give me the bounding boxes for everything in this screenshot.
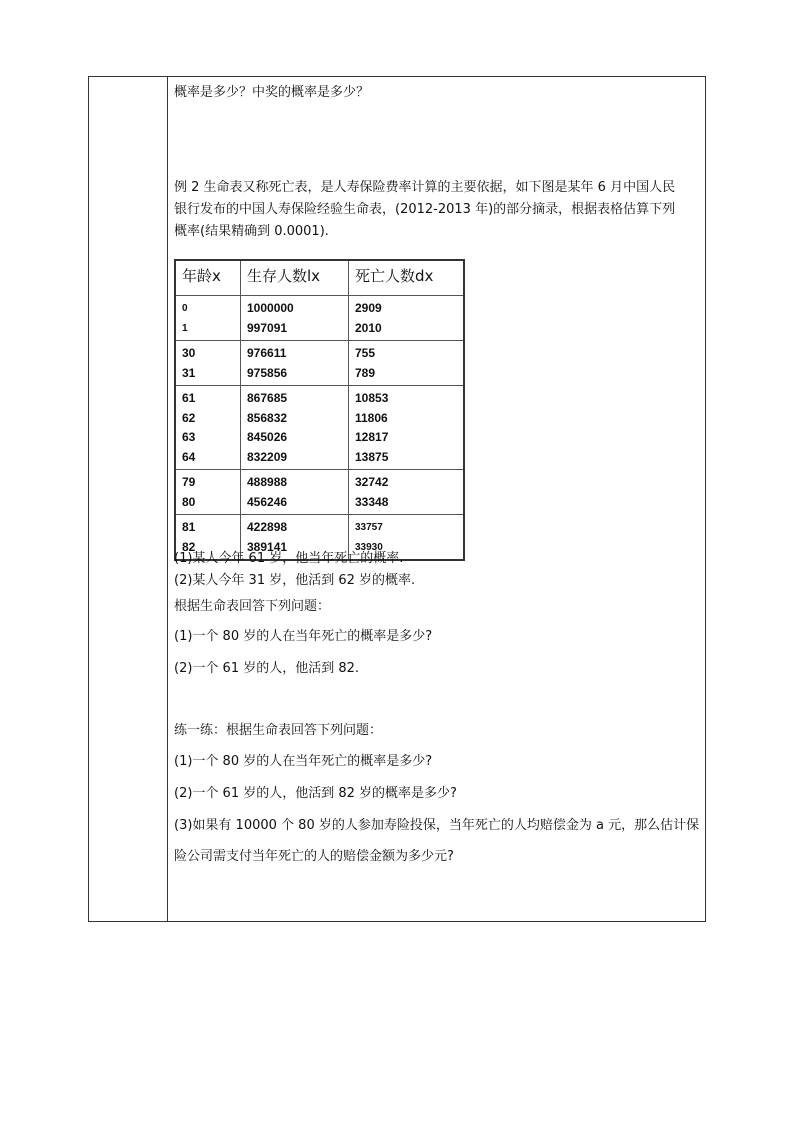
dx-cell (349, 341, 465, 386)
column-divider (167, 77, 168, 921)
age-value: 30 (182, 346, 196, 360)
life-table (174, 259, 465, 561)
header-age-label: 年龄x (182, 267, 221, 285)
example2-line1: 例 2 生命表又称死亡表，是人寿保险费率计算的主要依据，如下图是某年 6 月中国人民 (174, 180, 676, 195)
dx-value: 10853 (355, 391, 389, 405)
age-value: 64 (182, 449, 196, 464)
lx-value: 422898 (247, 520, 288, 534)
dx-cell (349, 296, 465, 341)
age-cell (175, 470, 241, 515)
dx-value: 755 (355, 346, 376, 360)
lx-value: 856832 (247, 410, 288, 425)
table-row (175, 386, 464, 470)
age-value: 62 (182, 410, 196, 425)
header-lx-label: 生存人数lx (247, 267, 321, 285)
dx-value: 33348 (355, 494, 389, 509)
dx-value: 33930 (355, 541, 383, 553)
lx-value: 488988 (247, 475, 288, 489)
header-lx (241, 260, 349, 296)
lx-cell (241, 341, 349, 386)
table-row (175, 341, 464, 386)
practice-1: (1)一个 80 岁的人在当年死亡的概率是多少? (174, 754, 433, 769)
practice-3-line2: 险公司需支付当年死亡的人的赔偿金额为多少元? (174, 849, 454, 864)
header-age (175, 260, 241, 296)
dx-value: 33757 (355, 522, 383, 533)
dx-value: 12817 (355, 430, 389, 444)
age-cell (175, 341, 241, 386)
age-value: 31 (182, 365, 196, 380)
lx-value: 976611 (247, 346, 287, 360)
dx-cell (349, 386, 465, 470)
question-1: (1)某人今年 61 岁，他当年死亡的概率. (174, 551, 404, 566)
lx-cell (241, 296, 349, 341)
dx-value: 13875 (355, 449, 389, 464)
header-dx-label: 死亡人数dx (355, 267, 434, 285)
table-row (175, 470, 464, 515)
life-table-header (175, 260, 464, 296)
lx-value: 832209 (247, 449, 288, 464)
lx-value: 456246 (247, 494, 288, 509)
example2-line2: 银行发布的中国人寿保险经验生命表，(2012-2013 年)的部分摘录，根据表格估算下列 (174, 202, 676, 217)
header-dx (349, 260, 465, 296)
lx-value: 845026 (247, 430, 288, 444)
practice-3-line1: (3)如果有 10000 个 80 岁的人参加寿险投保，当年死亡的人均赔偿金为 a 元，那么估计保 (174, 818, 700, 833)
age-cell (175, 386, 241, 470)
dx-value: 32742 (355, 475, 389, 489)
table-row (175, 296, 464, 341)
age-value: 0 (182, 303, 188, 314)
age-value: 82 (182, 539, 196, 554)
answer-question-1: (1)一个 80 岁的人在当年死亡的概率是多少? (174, 629, 433, 644)
age-value: 80 (182, 494, 196, 509)
age-value: 61 (182, 391, 196, 405)
lx-value: 389141 (247, 539, 288, 554)
dx-value: 2909 (355, 301, 382, 315)
practice-title: 练一练：根据生命表回答下列问题： (174, 723, 383, 738)
age-value: 81 (182, 520, 196, 534)
practice-2: (2)一个 61 岁的人，他活到 82 岁的概率是多少? (174, 786, 457, 801)
lx-value: 1000000 (247, 301, 294, 315)
lx-value: 997091 (247, 320, 288, 335)
lx-value: 975856 (247, 365, 288, 380)
dx-value: 789 (355, 365, 376, 380)
question-intro: 根据生命表回答下列问题： (174, 599, 331, 614)
age-cell (175, 296, 241, 341)
dx-value: 2010 (355, 320, 382, 335)
lx-value: 867685 (247, 391, 288, 405)
dx-value: 11806 (355, 410, 388, 425)
lx-cell (241, 386, 349, 470)
example2-line3: 概率(结果精确到 0.0001). (174, 224, 329, 239)
age-value: 63 (182, 430, 196, 444)
age-value: 1 (182, 322, 188, 334)
question-2: (2)某人今年 31 岁，他活到 62 岁的概率. (174, 573, 416, 588)
top-text: 概率是多少？中奖的概率是多少？ (174, 85, 370, 100)
answer-question-2: (2)一个 61 岁的人，他活到 82. (174, 661, 360, 676)
dx-cell (349, 470, 465, 515)
age-value: 79 (182, 475, 196, 489)
lx-cell (241, 470, 349, 515)
